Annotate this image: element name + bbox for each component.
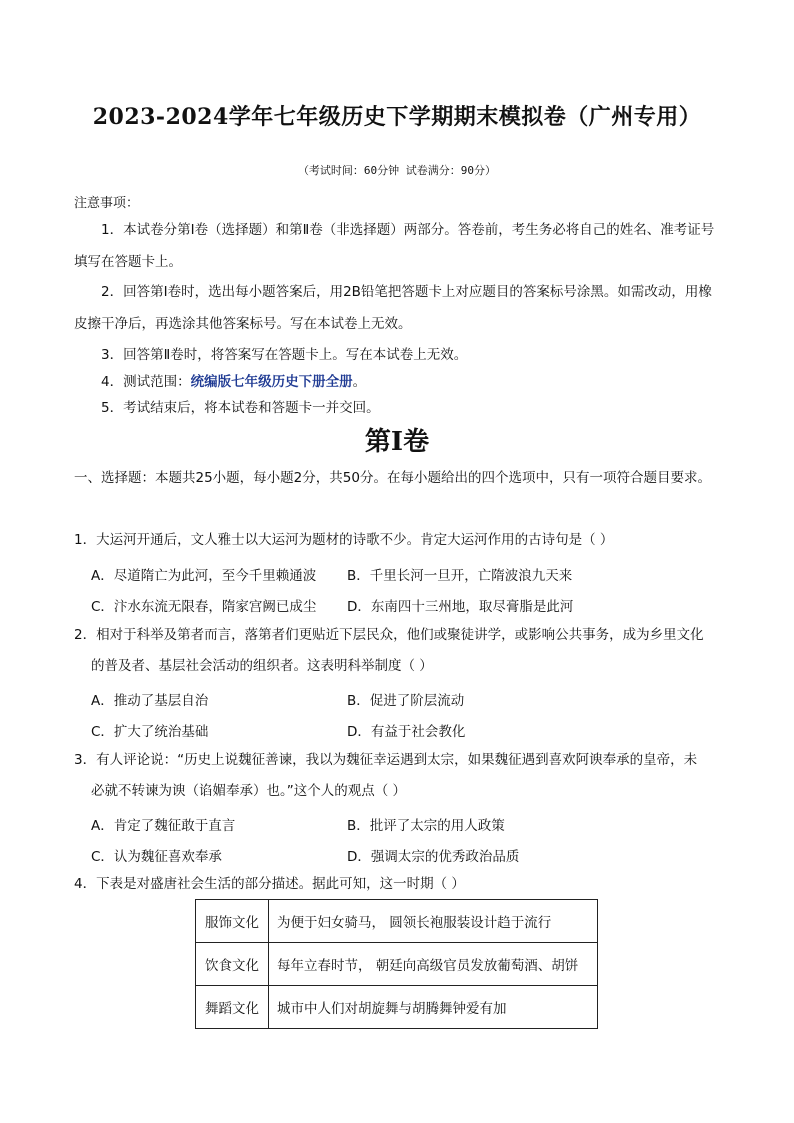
question-2-option-c: C．扩大了统治基础	[91, 724, 209, 740]
note-2: 2．回答第Ⅰ卷时，选出每小题答案后，用2B铅笔把答题卡上对应题目的答案标号涂黑。如需改动，用橡皮擦干净后，再选涂其他答案标号。写在本试卷上无效。	[74, 284, 712, 332]
test-scope-highlight: 统编版七年级历史下册全册	[190, 374, 353, 390]
note-5: 5．考试结束后，将本试卷和答题卡一并交回。	[101, 400, 380, 416]
question-3-option-a: A．肯定了魏征敢于直言	[91, 818, 236, 834]
table-cell-description: 城市中人们对胡旋舞与胡腾舞钟爱有加	[269, 986, 598, 1029]
question-4-table	[195, 899, 598, 1029]
note-3: 3．回答第Ⅱ卷时，将答案写在答题卡上。写在本试卷上无效。	[101, 347, 468, 363]
notes-heading: 注意事项：	[74, 196, 140, 211]
question-2-option-b: B．促进了阶层流动	[347, 693, 465, 709]
question-2-option-a: A．推动了基层自治	[91, 693, 209, 709]
section-instruction: 一、选择题：本题共25小题，每小题2分，共50分。在每小题给出的四个选项中，只有一项符合题目要求。	[74, 470, 711, 486]
table-row	[196, 986, 598, 1029]
question-1-option-b: B．千里长河一旦开，亡隋波浪九天来	[347, 568, 573, 584]
table-cell-category: 舞蹈文化	[196, 986, 269, 1029]
note-4-prefix: 4．测试范围：	[101, 374, 191, 390]
question-3-option-c: C．认为魏征喜欢奉承	[91, 849, 222, 865]
table-cell-category: 饮食文化	[196, 943, 269, 986]
table-row	[196, 900, 598, 943]
page-title: 2023-2024学年七年级历史下学期期末模拟卷（广州专用）	[92, 104, 702, 130]
question-2-stem-line-2	[74, 650, 724, 682]
question-1-option-d: D．东南四十三州地，取尽膏脂是此河	[347, 599, 574, 615]
table-cell-category: 服饰文化	[196, 900, 269, 943]
question-1-option-a: A．尽道隋亡为此河，至今千里赖通波	[91, 568, 317, 584]
section-title: 第Ⅰ卷	[364, 427, 430, 457]
question-4-stem: 4．下表是对盛唐社会生活的部分描述。据此可知，这一时期（ ）	[74, 876, 465, 892]
table-row	[196, 943, 598, 986]
table-cell-description: 每年立春时节， 朝廷向高级官员发放葡萄酒、胡饼	[269, 943, 598, 986]
question-3-stem-line-2	[74, 775, 724, 807]
question-3-stem-line-2-text: 必就不转谏为谀（谄媚奉承）也。”这个人的观点（ ）	[91, 783, 407, 799]
question-2-option-d: D．有益于社会教化	[347, 724, 466, 740]
note-4-suffix: 。	[352, 374, 367, 390]
exam-info: （考试时间：60分钟 试卷满分：90分）	[297, 164, 497, 177]
question-2-stem-line-2-text: 的普及者、基层社会活动的组织者。这表明科举制度（ ）	[91, 658, 433, 674]
question-2-stem-line-1: 2．相对于科举及第者而言，落第者们更贴近下层民众，他们或聚徒讲学，或影响公共事务，成为乡里文化	[74, 627, 704, 643]
note-1: 1．本试卷分第Ⅰ卷（选择题）和第Ⅱ卷（非选择题）两部分。答卷前，考生务必将自己的姓名、准考证号填写在答题卡上。	[74, 222, 715, 270]
question-3-stem-line-1: 3．有人评论说：“历史上说魏征善谏，我以为魏征幸运遇到太宗，如果魏征遇到喜欢阿谀奉承的皇帝，未	[74, 752, 698, 768]
question-1-option-c: C．汴水东流无限春，隋家宫阙已成尘	[91, 599, 317, 615]
question-1-stem: 1．大运河开通后，文人雅士以大运河为题材的诗歌不少。肯定大运河作用的古诗句是（ ）	[74, 532, 614, 548]
table-cell-description: 为便于妇女骑马， 圆领长袍服装设计趋于流行	[269, 900, 598, 943]
question-3-option-b: B．批评了太宗的用人政策	[347, 818, 505, 834]
question-3-option-d: D．强调太宗的优秀政治品质	[347, 849, 520, 865]
